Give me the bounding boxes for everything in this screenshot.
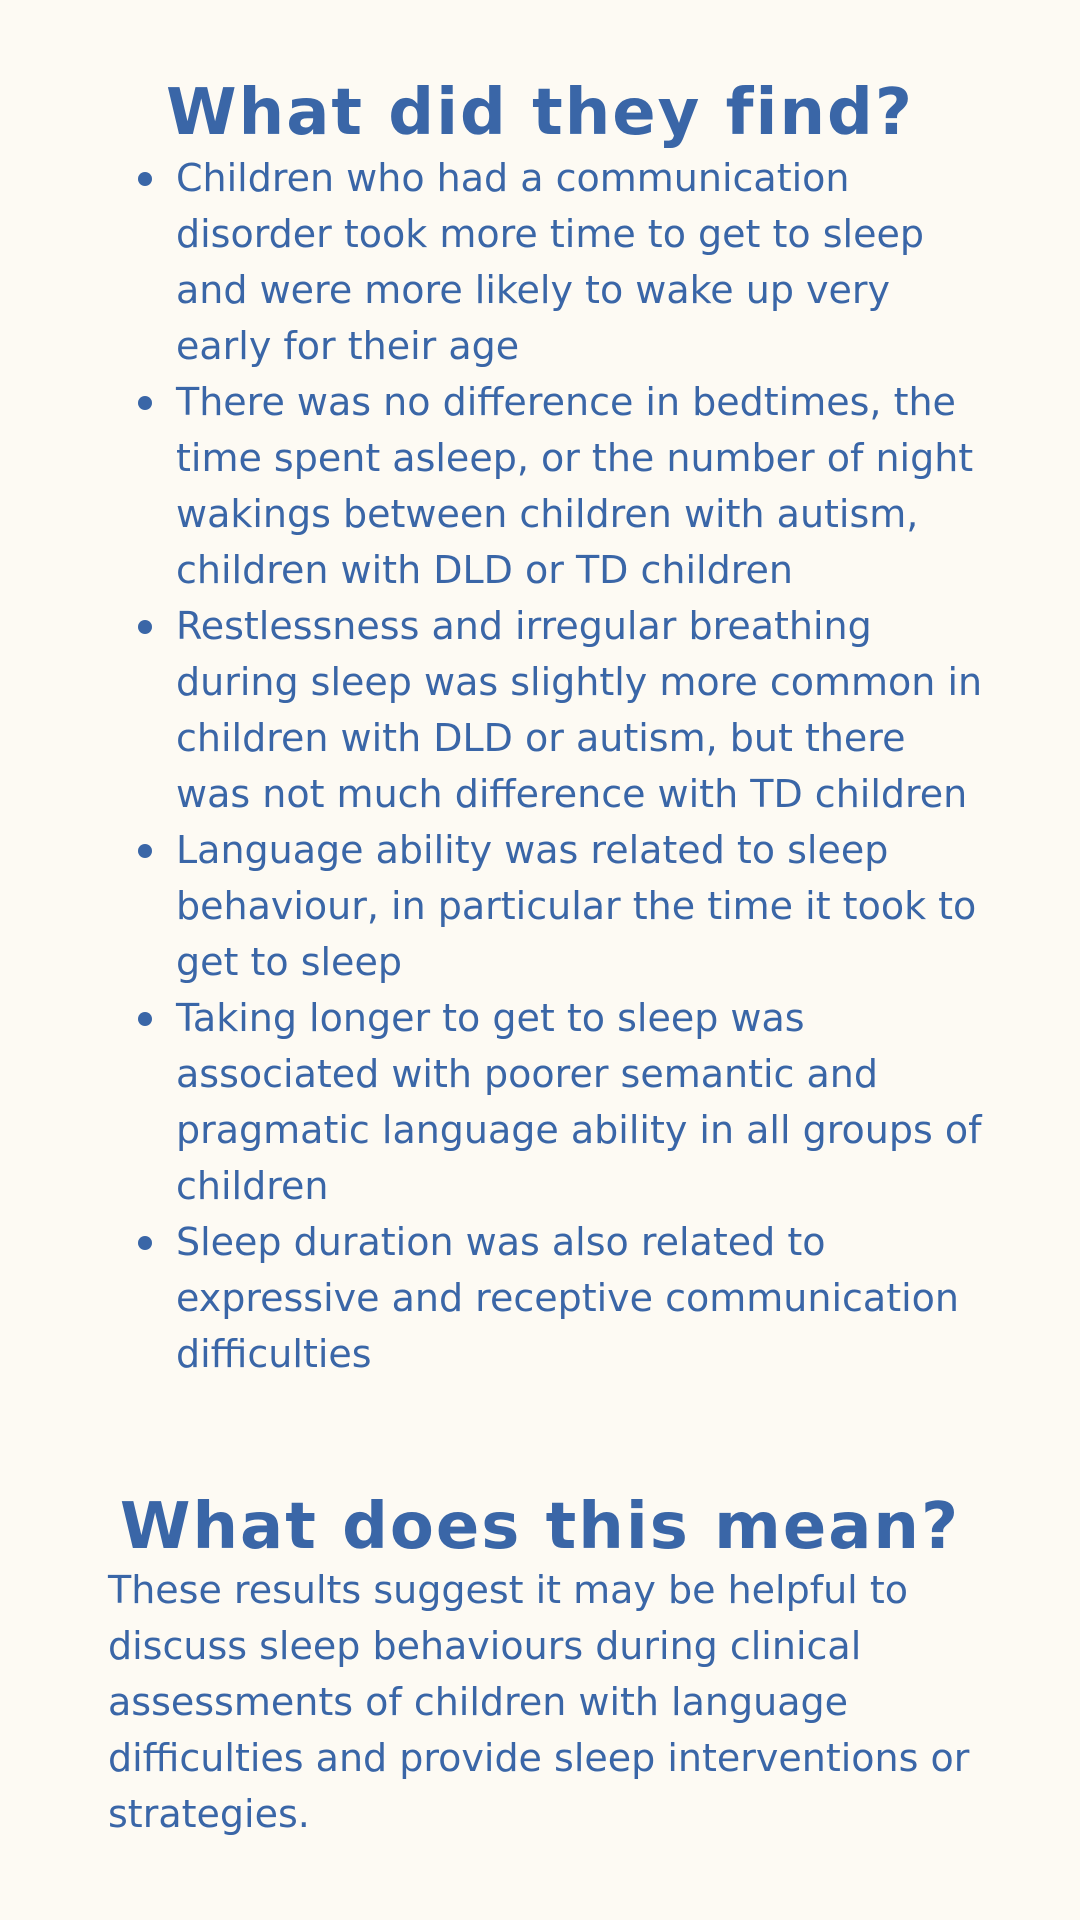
finding-text: Restlessness and irregular breathing during sleep was slightly more common in children with DLD or autism, but there was not much difference with TD children bbox=[176, 604, 983, 816]
list-item bbox=[134, 374, 984, 598]
meaning-heading: What does this mean? bbox=[119, 1490, 961, 1564]
bullet-icon bbox=[138, 620, 152, 634]
bullet-icon bbox=[138, 172, 152, 186]
bullet-icon bbox=[138, 844, 152, 858]
finding-text: Taking longer to get to sleep was associated with poorer semantic and pragmatic language ability in all groups of children bbox=[176, 996, 982, 1208]
finding-text: Sleep duration was also related to expressive and receptive communication difficulties bbox=[176, 1220, 959, 1376]
list-item bbox=[134, 990, 984, 1214]
list-item bbox=[134, 1214, 984, 1382]
meaning-paragraph: These results suggest it may be helpful to discuss sleep behaviours during clinical assessments of children with language difficulties and provide sleep interventions or strategies. bbox=[108, 1568, 970, 1836]
findings-heading: What did they find? bbox=[166, 76, 914, 150]
list-item bbox=[134, 822, 984, 990]
bullet-icon bbox=[138, 1236, 152, 1250]
finding-text: Language ability was related to sleep behaviour, in particular the time it took to get to sleep bbox=[176, 828, 977, 984]
list-item bbox=[134, 598, 984, 822]
bullet-icon bbox=[138, 396, 152, 410]
bullet-icon bbox=[138, 1012, 152, 1026]
finding-text: There was no difference in bedtimes, the time spent asleep, or the number of night wakings between children with autism, children with DLD or TD children bbox=[176, 380, 974, 592]
findings-list bbox=[134, 150, 984, 1382]
finding-text: Children who had a communication disorder took more time to get to sleep and were more likely to wake up very early for their age bbox=[176, 156, 924, 368]
list-item bbox=[134, 150, 984, 374]
